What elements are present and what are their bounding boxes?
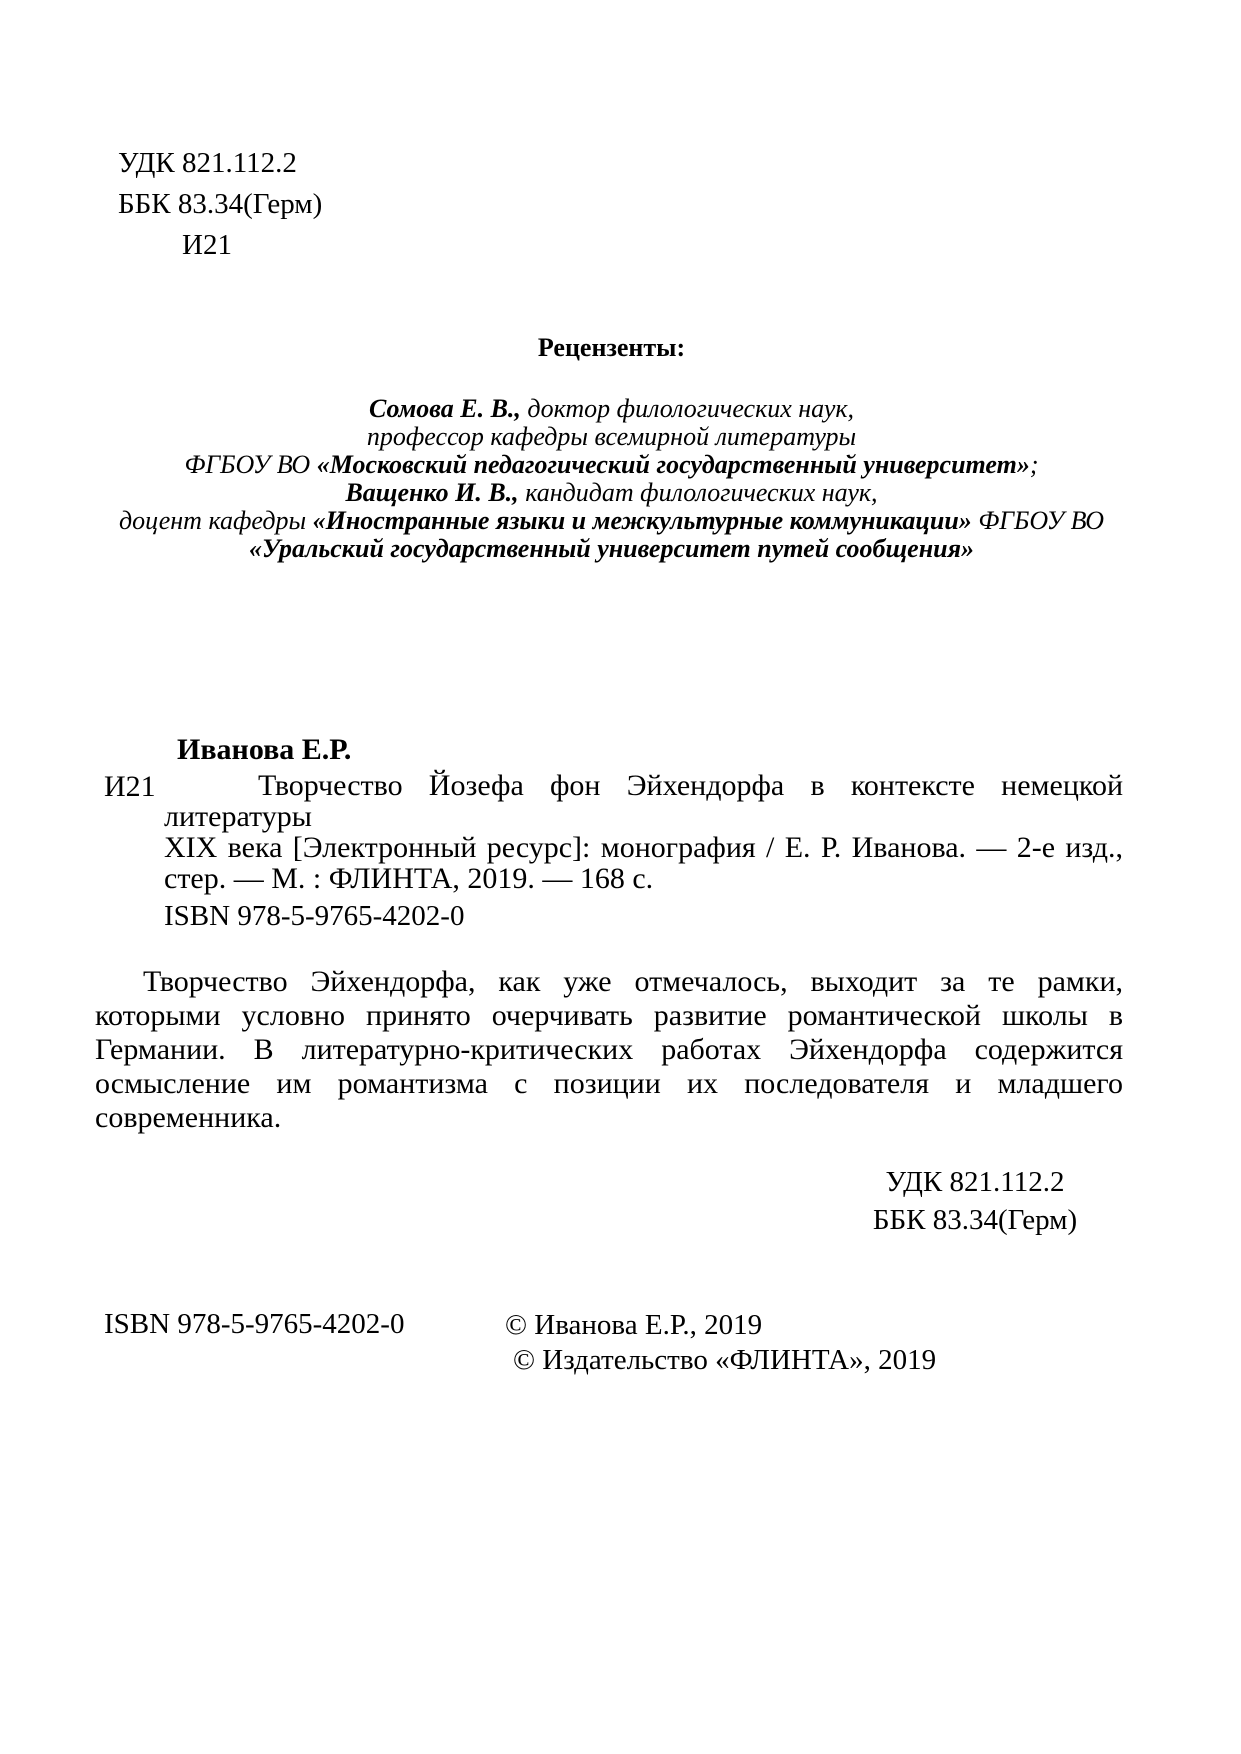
reviewer-line — [80, 479, 1143, 507]
bottom-codes-block — [830, 1163, 1120, 1239]
top-codes-block — [118, 143, 322, 266]
isbn-number: ISBN 978-5-9765-4202-0 — [104, 1308, 405, 1340]
reviewer-affiliation-suffix: ФГБОУ ВО — [971, 506, 1105, 535]
reviewer-affiliation-prefix: доцент кафедры — [118, 506, 313, 535]
udc-code: УДК 821.112.2 — [885, 1166, 1065, 1198]
udc-code: УДК 821.112.2 — [118, 147, 297, 179]
copyright-publisher: © Издательство «ФЛИНТА», 2019 — [513, 1344, 937, 1376]
reviewer-affiliation-suffix: ; — [1029, 450, 1039, 479]
annotation-line: которыми условно принято очерчивать развитие романтической школы в — [95, 999, 1123, 1032]
annotation-line: Творчество Эйхендорфа, как уже отмечалось, выходит за те рамки, — [143, 965, 1123, 998]
reviewer-name: Сомова Е. В., — [368, 394, 528, 423]
card-line: Творчество Йозефа фон Эйхендорфа в контексте немецкой литературы — [164, 769, 1123, 833]
copyright-block — [505, 1308, 936, 1378]
annotation-paragraph — [95, 965, 1123, 1135]
author-sign-code: И21 — [182, 229, 232, 261]
bbk-code: ББК 83.34(Герм) — [118, 188, 323, 220]
reviewer-line: профессор кафедры всемирной литературы — [366, 422, 857, 451]
copyright-author: © Иванова Е.Р., 2019 — [505, 1309, 763, 1341]
reviewer-university: «Московский педагогический государственный университет» — [316, 450, 1030, 479]
reviewer-degree: доктор филологических наук, — [527, 394, 855, 423]
book-author: Иванова Е.Р. — [177, 733, 352, 766]
reviewers-heading: Рецензенты: — [537, 333, 686, 362]
reviewer-line — [80, 507, 1143, 535]
annotation-line: современника. — [95, 1101, 282, 1134]
catalog-card-code: И21 — [104, 770, 156, 803]
reviewer-degree: кандидат филологических наук, — [525, 478, 878, 507]
annotation-line: осмысление им романтизма с позиции их последователя и младшего — [95, 1067, 1123, 1100]
reviewer-name: Ващенко И. В., — [345, 478, 526, 507]
reviewers-block — [80, 395, 1143, 563]
card-line: стер. — М. : ФЛИНТА, 2019. — 168 с. — [164, 862, 654, 895]
annotation-line: Германии. В литературно-критических работах Эйхендорфа содержится — [95, 1033, 1123, 1066]
reviewer-department: «Иностранные языки и межкультурные коммуникации» — [312, 506, 972, 535]
catalog-card-description — [164, 770, 1123, 894]
card-line: XIX века [Электронный ресурс]: монография / Е. Р. Иванова. — 2-е изд., — [164, 831, 1123, 864]
reviewer-affiliation-prefix: ФГБОУ ВО — [184, 450, 317, 479]
reviewer-university: «Уральский государственный университет путей сообщения» — [248, 534, 975, 563]
isbn-number: ISBN 978-5-9765-4202-0 — [164, 900, 465, 932]
reviewer-line — [80, 451, 1143, 479]
bbk-code: ББК 83.34(Герм) — [872, 1204, 1078, 1236]
reviewer-line — [80, 395, 1143, 423]
